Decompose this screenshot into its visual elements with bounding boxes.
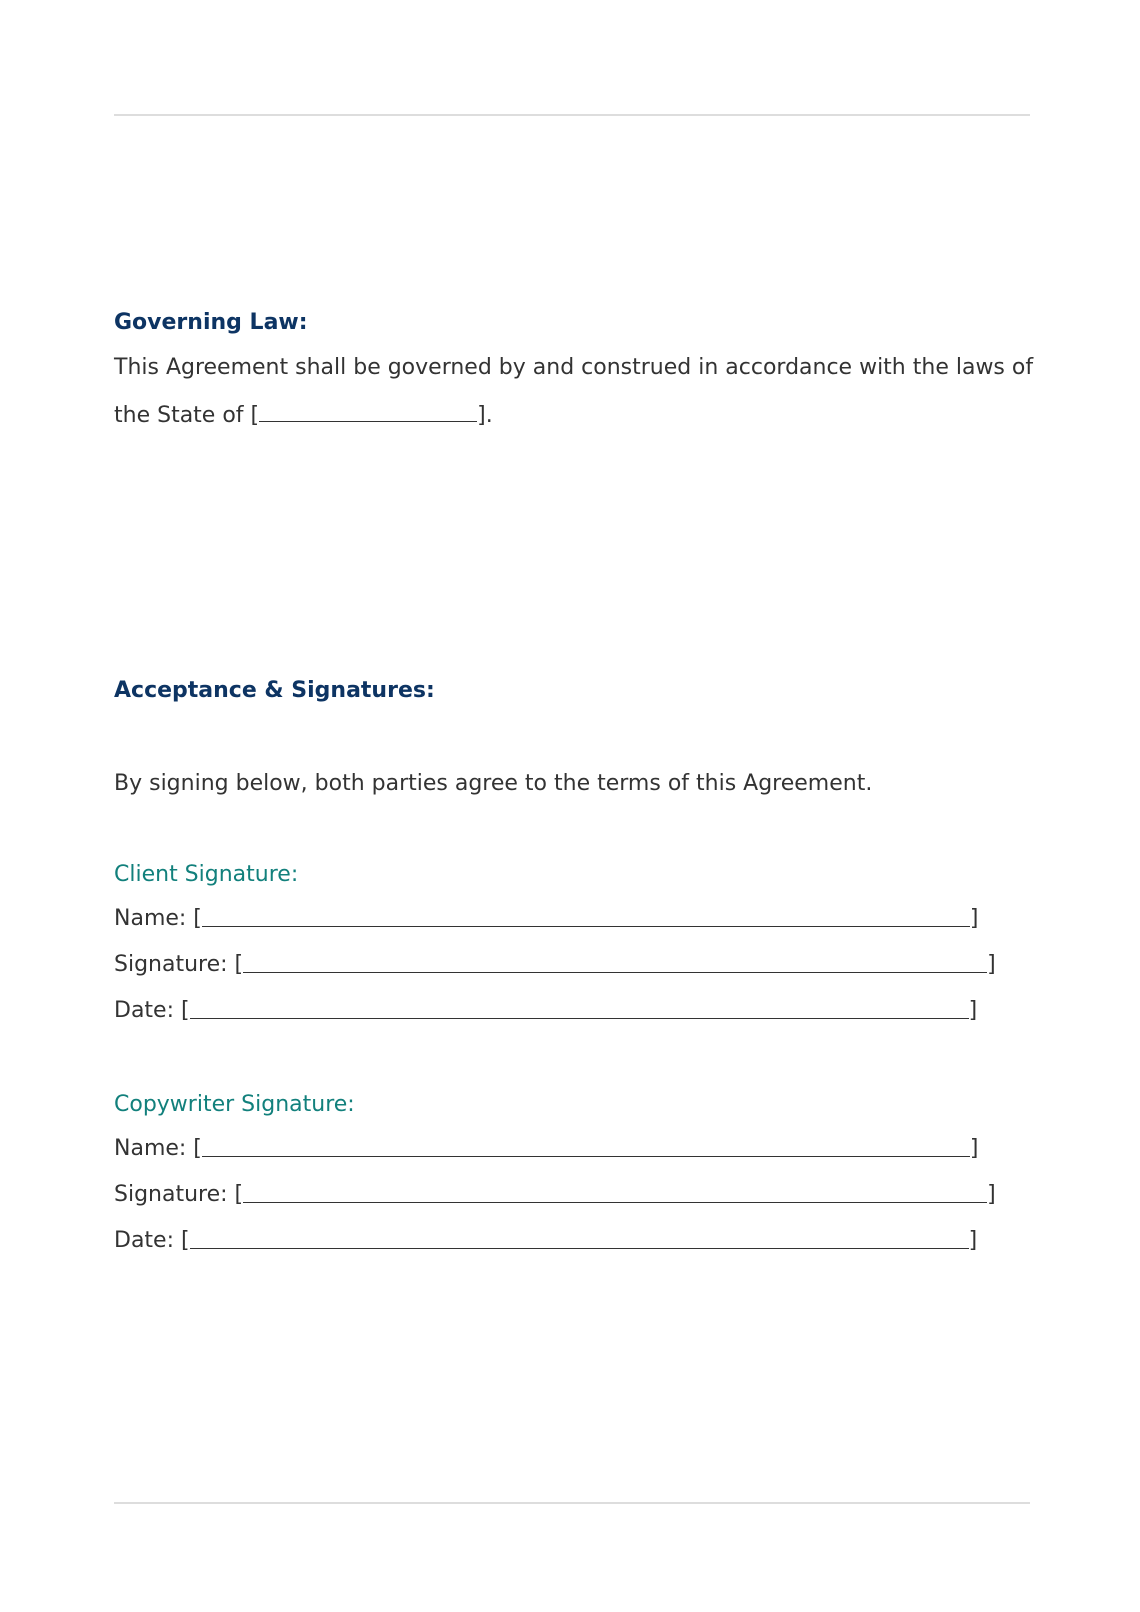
governing-law-heading: Governing Law: — [114, 310, 308, 335]
governing-law-suffix: ]. — [477, 403, 493, 428]
client-signature-close: ] — [987, 952, 996, 977]
state-blank-field[interactable] — [259, 401, 477, 422]
copywriter-signature-heading: Copywriter Signature: — [114, 1092, 355, 1117]
copywriter-name-row — [114, 1131, 979, 1161]
copywriter-date-label: Date: [ — [114, 1228, 190, 1253]
governing-law-text-line1: This Agreement shall be governed by and construed in accordance with the laws of — [114, 355, 1034, 380]
copywriter-name-field[interactable] — [202, 1134, 970, 1157]
client-date-close: ] — [968, 998, 978, 1023]
client-name-label: Name: [ — [114, 906, 202, 931]
copywriter-date-close: ] — [968, 1228, 978, 1253]
copywriter-signature-close: ] — [987, 1182, 996, 1207]
copywriter-signature-label: Signature: [ — [114, 1182, 244, 1207]
bottom-divider — [114, 1502, 1030, 1504]
client-name-row — [114, 901, 979, 931]
client-signature-field[interactable] — [243, 950, 987, 973]
copywriter-signature-field[interactable] — [243, 1180, 987, 1203]
top-divider — [114, 114, 1030, 116]
client-date-label: Date: [ — [114, 998, 190, 1023]
client-signature-row — [114, 947, 996, 977]
copywriter-name-close: ] — [969, 1136, 979, 1161]
client-name-close: ] — [969, 906, 979, 931]
client-name-field[interactable] — [202, 904, 970, 927]
copywriter-signature-row — [114, 1177, 996, 1207]
acceptance-heading: Acceptance & Signatures: — [114, 678, 435, 703]
governing-law-prefix: the State of [ — [114, 403, 260, 428]
copywriter-date-row — [114, 1223, 977, 1253]
client-signature-heading: Client Signature: — [114, 862, 299, 887]
governing-law-text-line2 — [114, 401, 493, 428]
copywriter-date-field[interactable] — [190, 1226, 969, 1249]
copywriter-name-label: Name: [ — [114, 1136, 202, 1161]
client-date-field[interactable] — [190, 996, 969, 1019]
acceptance-statement: By signing below, both parties agree to the terms of this Agreement. — [114, 771, 873, 796]
client-signature-label: Signature: [ — [114, 952, 244, 977]
client-date-row — [114, 993, 977, 1023]
